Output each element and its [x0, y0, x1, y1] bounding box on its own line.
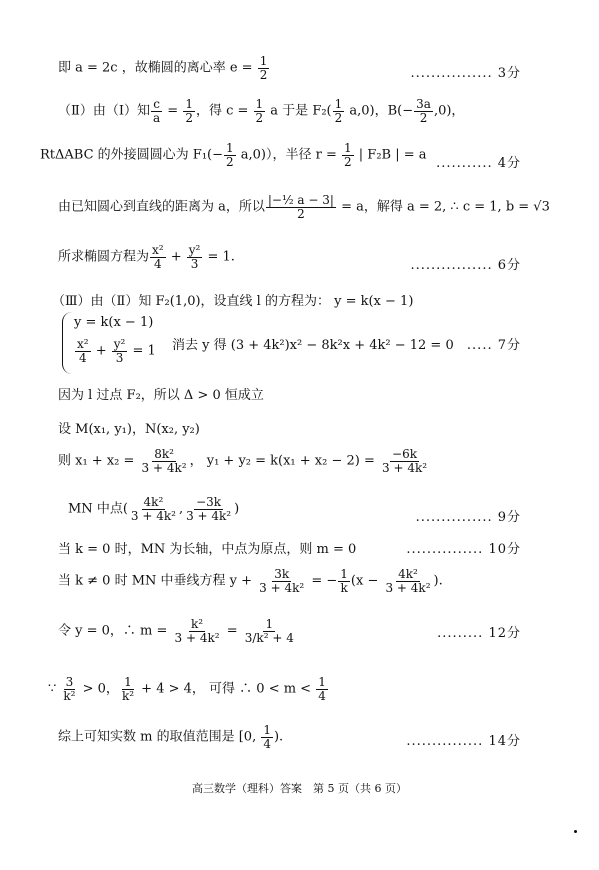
line-points [58, 418, 200, 437]
fraction: $\frac{1}{\text{3/k² + 4}}$ [244, 617, 294, 645]
fraction: $\frac{3a}{2}$ [416, 97, 431, 125]
score-9: ............... 9分 [415, 510, 521, 525]
fraction: $\frac{\text{|−½ a − 3|}}{2}$ [267, 193, 334, 221]
system-brace [62, 312, 73, 374]
fraction: $\frac{1}{4}$ [318, 675, 326, 703]
fraction: $\frac{1}{2}$ [259, 54, 268, 82]
line-inequality [48, 676, 329, 702]
line-conclusion [58, 724, 283, 750]
system-eq2 [74, 338, 156, 364]
text: ， y₁ + y₂ = k(x₁ + x₂ − 2) = [189, 453, 380, 469]
text: = [163, 103, 183, 119]
text: 消去 y 得 (3 + 4k²)x² − 8k²x + 4k² − 12 = 0 [172, 338, 454, 353]
fraction: $\frac{1}{2}$ [255, 97, 264, 125]
text: = 1 [128, 343, 156, 359]
text: | F₂B | = a [354, 147, 427, 163]
text: 综上可知实数 m 的取值范围是 [0, [58, 729, 261, 745]
text: = a，解得 a = 2, ∴ c = 1, b = √3 [336, 199, 550, 215]
fraction: $\frac{\text{4k²}}{\text{3 + 4k²}}$ [385, 567, 431, 595]
text: 令 y = 0，∴ m = [58, 623, 172, 639]
fraction: $\frac{\text{x²}}{4}$ [152, 243, 164, 271]
line-delta [58, 384, 264, 403]
fraction: $\frac{\text{8k²}}{\text{3 + 4k²}}$ [141, 447, 187, 475]
line-distance [58, 194, 550, 220]
fraction: $\frac{1}{2}$ [344, 141, 352, 169]
line-m-value [58, 618, 297, 644]
line-perp-bisector [58, 568, 443, 594]
text: ). [433, 573, 443, 589]
text: 当 k ≠ 0 时 MN 中垂线方程 y + [58, 573, 257, 589]
fraction: $\frac{-6k}{\text{3 + 4k²}}$ [382, 447, 428, 475]
line-eccentricity [58, 55, 270, 81]
line-k-zero [58, 538, 356, 557]
fraction: $\frac{1}{k}$ [340, 567, 348, 595]
fraction: $\frac{\text{4k²}}{\text{3 + 4k²}}$ [130, 495, 176, 523]
text: RtΔABC 的外接圆圆心为 F₁(− [40, 147, 223, 163]
score-6: ................ 6分 [410, 258, 521, 273]
fraction: $\frac{3}{\text{k²}}$ [63, 675, 76, 703]
line-part2-intro [58, 98, 464, 124]
fraction: $\frac{\text{y²}}{3}$ [113, 337, 126, 365]
score-7: ..... 7分 [466, 338, 521, 353]
line-part3-intro [52, 290, 413, 309]
text: ,0)， [433, 103, 465, 119]
text: （Ⅱ）由（Ⅰ）知 [58, 103, 150, 119]
text: = [222, 623, 242, 639]
score-12: ......... 12分 [437, 626, 521, 641]
text: 即 a = 2c ，故椭圆的离心率 e = [58, 60, 257, 76]
text: = − [307, 573, 338, 589]
text: 设 M(x₁, y₁)，N(x₂, y₂) [58, 422, 200, 437]
text: ，得 c = [195, 103, 253, 119]
line-midpoint [68, 496, 239, 522]
text: 当 k = 0 时，MN 为长轴，中点为原点，则 m = 0 [58, 542, 357, 557]
text: + [91, 343, 111, 359]
line-sums [58, 448, 430, 474]
fraction: $\frac{1}{2}$ [226, 141, 234, 169]
text: 则 x₁ + x₂ = [58, 453, 139, 469]
fraction: $\frac{c}{a}$ [152, 97, 161, 125]
text: 由已知圆心到直线的距离为 a，所以 [58, 199, 265, 215]
text: a,0)），半径 r = [236, 147, 342, 163]
text: (x − [350, 573, 383, 589]
text: ∵ [48, 681, 61, 697]
text: （Ⅲ）由（Ⅱ）知 F₂(1,0)，设直线 l 的方程为： y = k(x − 1) [52, 294, 414, 309]
text: ). [273, 729, 284, 745]
fraction: $\frac{1}{2}$ [185, 97, 193, 125]
text: , [178, 501, 184, 517]
text: > 0， [78, 681, 119, 697]
text: + 4 > 4， 可得 ∴ 0 < m < [137, 681, 316, 697]
text: 所求椭圆方程为 [58, 249, 150, 265]
fraction: $\frac{\text{y²}}{3}$ [188, 243, 201, 271]
fraction: $\frac{1}{4}$ [263, 723, 271, 751]
page-footer: 高三数学（理科）答案 第 5 页（共 6 页） [192, 782, 407, 795]
fraction: $\frac{\text{k²}}{\text{3 + 4k²}}$ [174, 617, 220, 645]
text: a,0)，B(− [345, 103, 414, 119]
system-eq1 [74, 315, 153, 330]
fraction: $\frac{1}{\text{k²}}$ [121, 675, 135, 703]
score-3: ................ 3分 [410, 66, 521, 81]
line-ellipse-equation [58, 244, 235, 270]
text: a 于是 F₂( [266, 103, 332, 119]
fraction: $\frac{1}{2}$ [334, 97, 343, 125]
fraction: $\frac{\text{x²}}{4}$ [77, 337, 89, 365]
text: = 1. [203, 249, 235, 265]
score-14: ............... 14分 [406, 734, 521, 749]
text: ) [234, 501, 240, 517]
speck [574, 830, 577, 833]
fraction: $\frac{3k}{\text{3 + 4k²}}$ [259, 567, 305, 595]
line-eliminate [172, 334, 454, 353]
score-4: ........... 4分 [436, 156, 521, 171]
text: + [166, 249, 186, 265]
text: y = k(x − 1) [74, 315, 154, 330]
fraction: $\frac{-3k}{\text{3 + 4k²}}$ [186, 495, 232, 523]
line-circumcircle [40, 142, 427, 168]
score-10: ............... 10分 [406, 542, 521, 557]
text: MN 中点( [68, 501, 128, 517]
text: 因为 l 过点 F₂，所以 Δ > 0 恒成立 [58, 388, 264, 403]
